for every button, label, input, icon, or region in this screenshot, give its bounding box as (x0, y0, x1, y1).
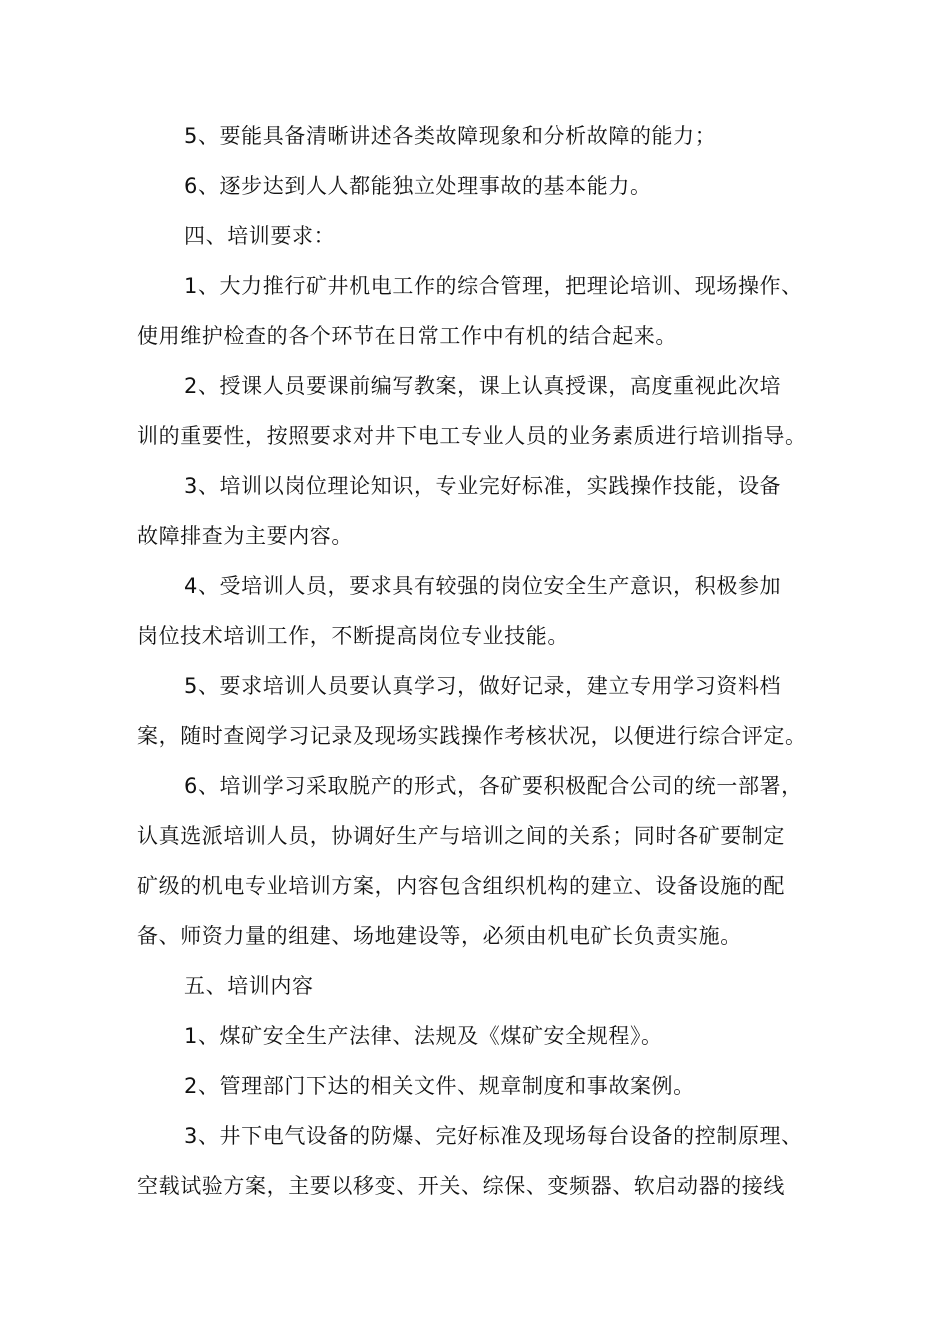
paragraph-line: 备、师资力量的组建、场地建设等，必须由机电矿长负责实施。 (137, 924, 742, 948)
paragraph-line: 6、逐步达到人人都能独立处理事故的基本能力。 (184, 174, 652, 198)
paragraph-line: 1、煤矿安全生产法律、法规及《煤矿安全规程》。 (184, 1024, 663, 1048)
paragraph-line: 3、培训以岗位理论知识，专业完好标准，实践操作技能，设备 (184, 474, 782, 498)
paragraph-line: 矿级的机电专业培训方案，内容包含组织机构的建立、设备设施的配 (137, 874, 785, 898)
paragraph-line: 1、大力推行矿井机电工作的综合管理，把理论培训、现场操作、 (184, 274, 803, 298)
paragraph-line: 使用维护检查的各个环节在日常工作中有机的结合起来。 (137, 324, 677, 348)
paragraph-line: 训的重要性，按照要求对井下电工专业人员的业务素质进行培训指导。 (137, 424, 807, 448)
paragraph-line: 2、管理部门下达的相关文件、规章制度和事故案例。 (184, 1074, 695, 1098)
paragraph-line: 6、培训学习采取脱产的形式，各矿要积极配合公司的统一部署， (184, 774, 803, 798)
section-heading: 五、培训内容 (184, 974, 314, 998)
paragraph-line: 故障排查为主要内容。 (137, 524, 353, 548)
paragraph-line: 认真选派培训人员，协调好生产与培训之间的关系；同时各矿要制定 (137, 824, 785, 848)
section-heading: 四、培训要求： (184, 224, 336, 248)
paragraph-line: 3、井下电气设备的防爆、完好标准及现场每台设备的控制原理、 (184, 1124, 803, 1148)
paragraph-line: 岗位技术培训工作，不断提高岗位专业技能。 (137, 624, 569, 648)
paragraph-line: 5、要能具备清晰讲述各类故障现象和分析故障的能力； (184, 124, 717, 148)
paragraph-line: 案，随时查阅学习记录及现场实践操作考核状况，以便进行综合评定。 (137, 724, 807, 748)
paragraph-line: 4、受培训人员，要求具有较强的岗位安全生产意识，积极参加 (184, 574, 782, 598)
paragraph-line: 5、要求培训人员要认真学习，做好记录，建立专用学习资料档 (184, 674, 782, 698)
paragraph-line: 2、授课人员要课前编写教案，课上认真授课，高度重视此次培 (184, 374, 782, 398)
paragraph-line: 空载试验方案，主要以移变、开关、综保、变频器、软启动器的接线 (137, 1174, 785, 1198)
